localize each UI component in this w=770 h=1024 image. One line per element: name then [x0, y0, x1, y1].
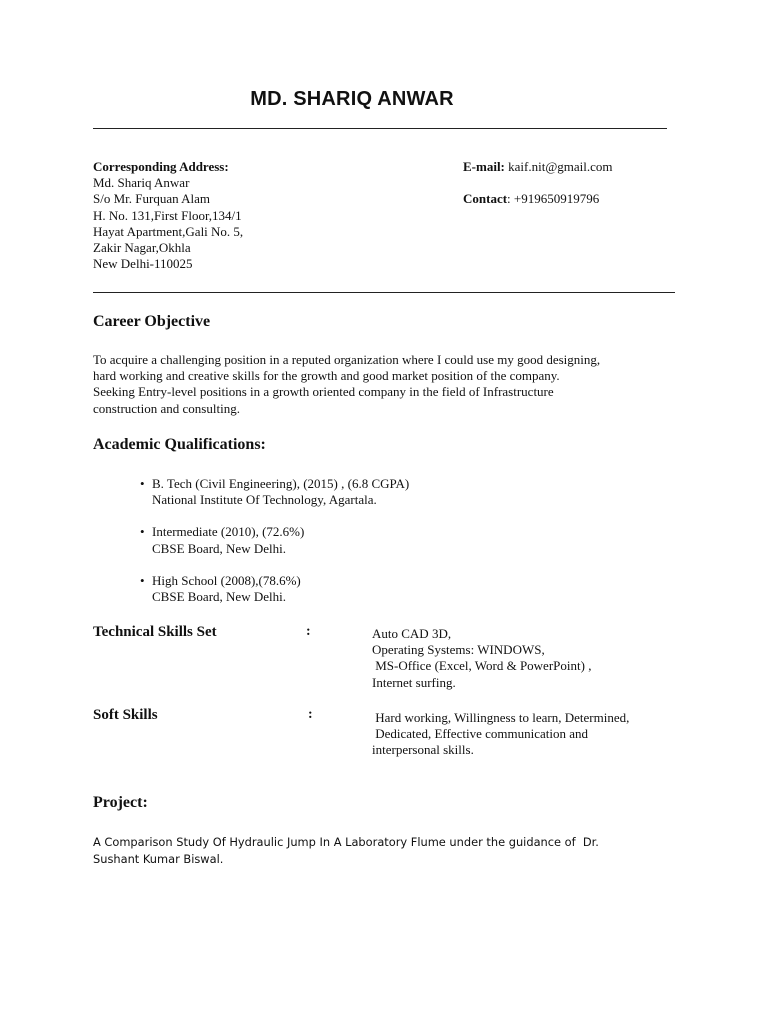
address-heading: Corresponding Address:	[93, 159, 229, 174]
soft-skills-label: Soft Skills	[93, 707, 158, 723]
career-line: hard working and creative skills for the growth and good market position of the company.	[93, 368, 560, 384]
career-objective-heading: Career Objective	[93, 313, 211, 330]
technical-skills-values	[372, 626, 591, 691]
soft-skills-values	[372, 710, 629, 759]
soft-skill: Hard working, Willingness to learn, Determined,	[372, 710, 630, 725]
address-line: New Delhi-110025	[93, 256, 193, 272]
academic-heading: Academic Qualifications:	[93, 436, 266, 453]
academic-degree: • High School (2008),(78.6%)	[140, 573, 409, 589]
contact-block	[463, 159, 613, 207]
address-divider	[93, 292, 675, 293]
address-line: Md. Shariq Anwar	[93, 175, 190, 191]
technical-skill: MS-Office (Excel, Word & PowerPoint) ,	[372, 658, 592, 674]
soft-skill: Dedicated, Effective communication and	[372, 726, 588, 742]
soft-skills-colon: :	[308, 707, 313, 722]
candidate-name: MD. SHARIQ ANWAR	[250, 88, 454, 110]
email-label: E-mail:	[463, 159, 505, 174]
soft-skill: interpersonal skills.	[372, 742, 474, 758]
technical-skills-label: Technical Skills Set	[93, 624, 217, 640]
address-line: H. No. 131,First Floor,134/1	[93, 207, 242, 223]
header-divider	[93, 128, 667, 129]
academic-institution: CBSE Board, New Delhi.	[152, 540, 286, 556]
academic-degree: • Intermediate (2010), (72.6%)	[140, 524, 409, 540]
phone-label: Contact	[463, 191, 508, 207]
career-line: construction and consulting.	[93, 400, 240, 416]
project-line: A Comparison Study Of Hydraulic Jump In A Laboratory Flume under the guidance of Dr.	[93, 835, 599, 849]
email-row	[463, 159, 613, 175]
address-line: Zakir Nagar,Okhla	[93, 240, 191, 256]
academic-institution: National Institute Of Technology, Agartala.	[152, 492, 377, 508]
academic-item	[140, 573, 409, 605]
phone-row	[463, 191, 613, 207]
academic-list	[140, 476, 409, 621]
project-line: Sushant Kumar Biswal.	[93, 852, 224, 866]
academic-item	[140, 524, 409, 556]
academic-item	[140, 476, 409, 508]
career-line: Seeking Entry-level positions in a growth oriented company in the field of Infrastructure	[93, 384, 554, 400]
technical-skill: Internet surfing.	[372, 674, 456, 690]
project-heading: Project:	[93, 794, 148, 811]
address-line: S/o Mr. Furquan Alam	[93, 191, 211, 207]
phone-value: : +919650919796	[507, 191, 600, 207]
academic-degree: • B. Tech (Civil Engineering), (2015) , (6.8 CGPA)	[140, 476, 409, 492]
technical-skills-colon: :	[306, 624, 311, 639]
technical-skill: Operating Systems: WINDOWS,	[372, 642, 545, 658]
address-block	[93, 159, 243, 272]
email-value[interactable]: kaif.nit@gmail.com	[508, 159, 613, 174]
academic-institution: CBSE Board, New Delhi.	[152, 589, 286, 605]
technical-skill: Auto CAD 3D,	[372, 626, 452, 641]
address-line: Hayat Apartment,Gali No. 5,	[93, 223, 244, 239]
career-line: To acquire a challenging position in a reputed organization where I could use my good designing,	[93, 352, 601, 367]
career-objective-text	[93, 352, 693, 417]
project-description	[93, 834, 599, 868]
